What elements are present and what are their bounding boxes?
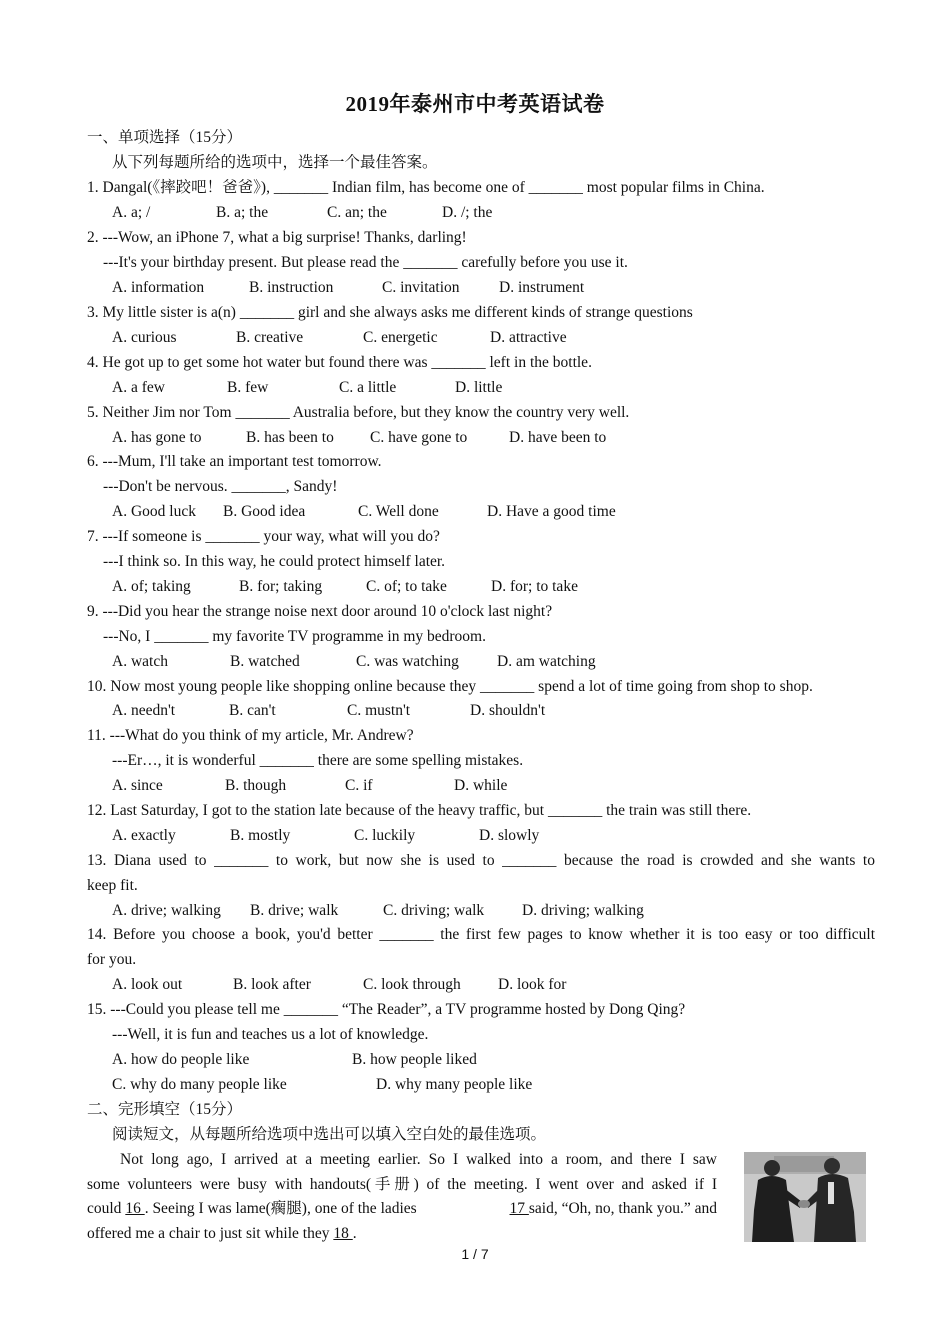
- question-15-options-row-1: [112, 1050, 477, 1070]
- option-b: B. mostly: [230, 827, 291, 844]
- question-9-stem: 9. ---Did you hear the strange noise next door around 10 o'clock last night?: [87, 603, 553, 620]
- question-15-options-row-2: [112, 1075, 532, 1095]
- option-d: D. attractive: [490, 329, 567, 346]
- option-b: B. though: [225, 777, 287, 794]
- option-c: C. of; to take: [366, 578, 447, 595]
- option-b: B. can't: [229, 702, 276, 719]
- question-4-options: [112, 378, 502, 398]
- question-1-options: [112, 203, 492, 223]
- question-15-stem: 15. ---Could you please tell me _______ “The Reader”, a TV programme hosted by Dong Qing?: [87, 1001, 686, 1018]
- option-b: B. how people liked: [352, 1051, 477, 1068]
- option-a: A. Good luck: [112, 503, 196, 520]
- option-c: C. mustn't: [347, 702, 411, 719]
- option-c: C. Well done: [358, 503, 439, 520]
- section-1-heading: 一、单项选择（15分）: [87, 129, 243, 146]
- question-14-stem: 14. Before you choose a book, you'd better _______ the first few pages to know whether it is too easy or too difficult: [87, 926, 875, 943]
- option-c: C. was watching: [356, 653, 459, 670]
- question-6-stem: 6. ---Mum, I'll take an important test tomorrow.: [87, 453, 382, 470]
- option-a: A. of; taking: [112, 578, 191, 595]
- question-2-stem-reply: ---It's your birthday present. But please read the _______ carefully before you use it.: [103, 254, 628, 271]
- option-b: B. few: [227, 379, 269, 396]
- section-1-instruction: 从下列每题所给的选项中，选择一个最佳答案。: [112, 154, 438, 171]
- option-d: D. have been to: [509, 429, 607, 446]
- question-7-stem-reply: ---I think so. In this way, he could protect himself later.: [103, 553, 446, 570]
- option-b: B. instruction: [249, 279, 334, 296]
- option-d: D. look for: [498, 976, 567, 993]
- question-7-options: [112, 577, 578, 597]
- option-d: D. /; the: [442, 204, 493, 221]
- section-2-heading: 二、完形填空（15分）: [87, 1101, 243, 1118]
- question-13-stem: 13. Diana used to _______ to work, but now she is used to _______ because the road is crowded and she wants to: [87, 852, 875, 869]
- option-a: A. information: [112, 279, 205, 296]
- option-a: A. has gone to: [112, 429, 202, 446]
- option-d: D. shouldn't: [470, 702, 546, 719]
- option-d: D. Have a good time: [487, 503, 616, 520]
- question-14-stem-continued: for you.: [87, 951, 137, 968]
- option-d: D. am watching: [497, 653, 596, 670]
- question-2-stem: 2. ---Wow, an iPhone 7, what a big surprise! Thanks, darling!: [87, 229, 467, 246]
- option-c: C. have gone to: [370, 429, 468, 446]
- blank-17: 17: [509, 1200, 529, 1217]
- option-d: D. instrument: [499, 279, 585, 296]
- option-b: B. for; taking: [239, 578, 323, 595]
- section-2-instruction: 阅读短文，从每题所给选项中选出可以填入空白处的最佳选项。: [112, 1126, 547, 1143]
- question-6-stem-reply: ---Don't be nervous. _______, Sandy!: [103, 478, 338, 495]
- passage-line-2: some volunteers were busy with handouts(手册) of the meeting. I went over and asked if I: [87, 1176, 717, 1193]
- option-a: A. curious: [112, 329, 177, 346]
- option-d: D. while: [454, 777, 508, 794]
- option-d: D. why many people like: [376, 1076, 533, 1093]
- option-c: C. look through: [363, 976, 461, 993]
- option-c: C. an; the: [327, 204, 387, 221]
- option-b: B. creative: [236, 329, 304, 346]
- question-5-options: [112, 428, 606, 448]
- question-7-stem: 7. ---If someone is _______ your way, what will you do?: [87, 528, 440, 545]
- passage-line-4: offered me a chair to just sit while they 18 .: [87, 1225, 357, 1242]
- question-10-options: [112, 701, 545, 721]
- option-d: D. slowly: [479, 827, 540, 844]
- question-14-options: [112, 975, 566, 995]
- option-c: C. invitation: [382, 279, 460, 296]
- option-a: A. since: [112, 777, 163, 794]
- question-2-options: [112, 278, 584, 298]
- option-d: D. driving; walking: [522, 902, 644, 919]
- option-d: D. little: [455, 379, 503, 396]
- option-c: C. driving; walk: [383, 902, 485, 919]
- question-11-stem: 11. ---What do you think of my article, Mr. Andrew?: [87, 727, 414, 744]
- option-b: B. drive; walk: [250, 902, 339, 919]
- question-13-options: [112, 901, 644, 921]
- question-5-stem: 5. Neither Jim nor Tom _______ Australia before, but they know the country very well.: [87, 404, 630, 421]
- question-3-stem: 3. My little sister is a(n) _______ girl and she always asks me different kinds of strange questions: [87, 304, 693, 321]
- question-10-stem: 10. Now most young people like shopping online because they _______ spend a lot of time going from shop to shop.: [87, 678, 813, 695]
- page-number: 1 / 7: [461, 1246, 489, 1262]
- question-9-stem-reply: ---No, I _______ my favorite TV programme in my bedroom.: [103, 628, 486, 645]
- page-title: 2019年泰州市中考英语试卷: [345, 92, 605, 116]
- option-b: B. Good idea: [223, 503, 306, 520]
- question-3-options: [112, 328, 567, 348]
- option-c: C. luckily: [354, 827, 416, 844]
- question-11-stem-reply: ---Er…, it is wonderful _______ there are some spelling mistakes.: [112, 752, 524, 769]
- option-a: A. needn't: [112, 702, 176, 719]
- question-1-stem: 1. Dangal(《摔跤吧！爸爸》), _______ Indian film, has become one of _______ most popular films in China.: [87, 179, 765, 196]
- question-4-stem: 4. He got up to get some hot water but found there was _______ left in the bottle.: [87, 354, 592, 371]
- option-a: A. watch: [112, 653, 168, 670]
- option-a: A. exactly: [112, 827, 176, 844]
- question-9-options: [112, 652, 596, 672]
- question-11-options: [112, 776, 507, 796]
- option-c: C. if: [345, 777, 373, 794]
- question-15-stem-reply: ---Well, it is fun and teaches us a lot of knowledge.: [112, 1026, 429, 1043]
- option-b: B. watched: [230, 653, 300, 670]
- blank-16: 16: [125, 1200, 145, 1217]
- option-c: C. energetic: [363, 329, 438, 346]
- handshake-illustration: [744, 1152, 866, 1242]
- question-6-options: [112, 502, 616, 522]
- handshake-photo: [744, 1152, 866, 1242]
- question-13-stem-continued: keep fit.: [87, 877, 138, 894]
- option-a: A. drive; walking: [112, 902, 221, 919]
- option-a: A. a few: [112, 379, 165, 396]
- question-12-stem: 12. Last Saturday, I got to the station late because of the heavy traffic, but _______ the train was still there.: [87, 802, 752, 819]
- option-b: B. look after: [233, 976, 311, 993]
- option-a: A. how do people like: [112, 1051, 250, 1068]
- option-a: A. look out: [112, 976, 183, 993]
- option-c: C. why do many people like: [112, 1076, 287, 1093]
- passage-line-1: Not long ago, I arrived at a meeting earlier. So I walked into a room, and there I saw: [120, 1151, 717, 1168]
- option-b: B. has been to: [246, 429, 334, 446]
- option-d: D. for; to take: [491, 578, 578, 595]
- option-b: B. a; the: [216, 204, 269, 221]
- option-c: C. a little: [339, 379, 397, 396]
- passage-line-3: could 16 . Seeing I was lame(瘸腿), one of the ladies 17 said, “Oh, no, thank you.” and: [87, 1200, 717, 1217]
- option-a: A. a; /: [112, 204, 151, 221]
- blank-18: 18: [333, 1225, 353, 1242]
- question-12-options: [112, 826, 539, 846]
